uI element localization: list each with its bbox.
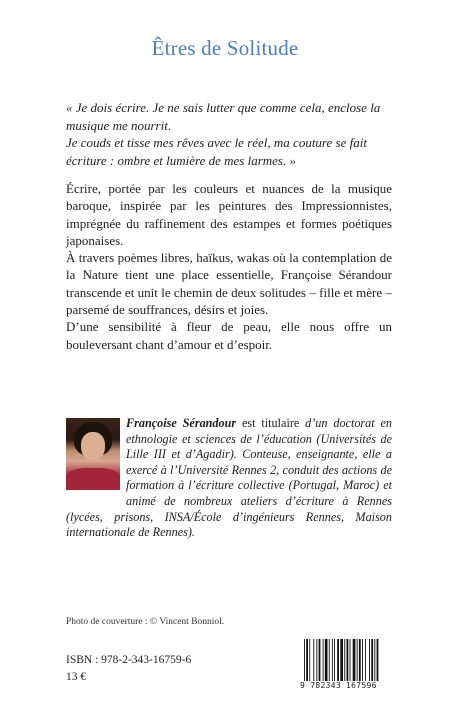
quote-line-1: « Je dois écrire. Je ne sais lutter que comme cela, enclose la musique me nourrit. xyxy=(66,100,381,133)
back-cover-blurb xyxy=(66,180,392,353)
epigraph-quote xyxy=(66,99,392,169)
blurb-paragraph: À travers poèmes libres, haïkus, wakas où la contemplation de la Nature tient une place essentielle, Françoise Sérandour transcende et unit le chemin de deux solitudes – fille et mère – parsemé de souffrances, désirs et joies. xyxy=(66,250,392,318)
photo-credit: Photo de couverture : © Vincent Bonniol. xyxy=(66,617,225,627)
barcode-digits: 9 782343 167596 xyxy=(300,681,398,690)
blurb-paragraph: D’une sensibilité à fleur de peau, elle nous offre un bouleversant chant d’amour et d’espoir. xyxy=(66,319,392,352)
author-bio xyxy=(66,416,392,541)
isbn: ISBN : 978-2-343-16759-6 xyxy=(66,654,192,666)
bio-text-italic: d’un doctorat en ethnologie et sciences de l’éducation (Universités de Lille III et d’Agadir). Conteuse, enseignante, elle a exercé à l’Université Rennes 2, conduit des actions de formation à l’écriture collective (Portugal, Maroc) et animé de nombreux ateliers d’écriture à Rennes (lycées, prisons, INSA/École d’ingénieurs Rennes, Maison internationale de Rennes). xyxy=(66,416,392,540)
price: 13 € xyxy=(66,671,87,683)
author-name: Françoise Sérandour xyxy=(126,416,237,430)
quote-line-2: Je couds et tisse mes rêves avec le réel, ma couture se fait écriture : ombre et lumière de mes larmes. » xyxy=(66,135,367,168)
book-title: Êtres de Solitude xyxy=(151,36,299,60)
bio-text-roman: est titulaire xyxy=(236,416,306,430)
blurb-paragraph: Écrire, portée par les couleurs et nuances de la musique baroque, inspirée par les peintures des Impressionnistes, imprégnée du raffinement des estampes et formes poétiques japonaises. xyxy=(66,181,392,248)
